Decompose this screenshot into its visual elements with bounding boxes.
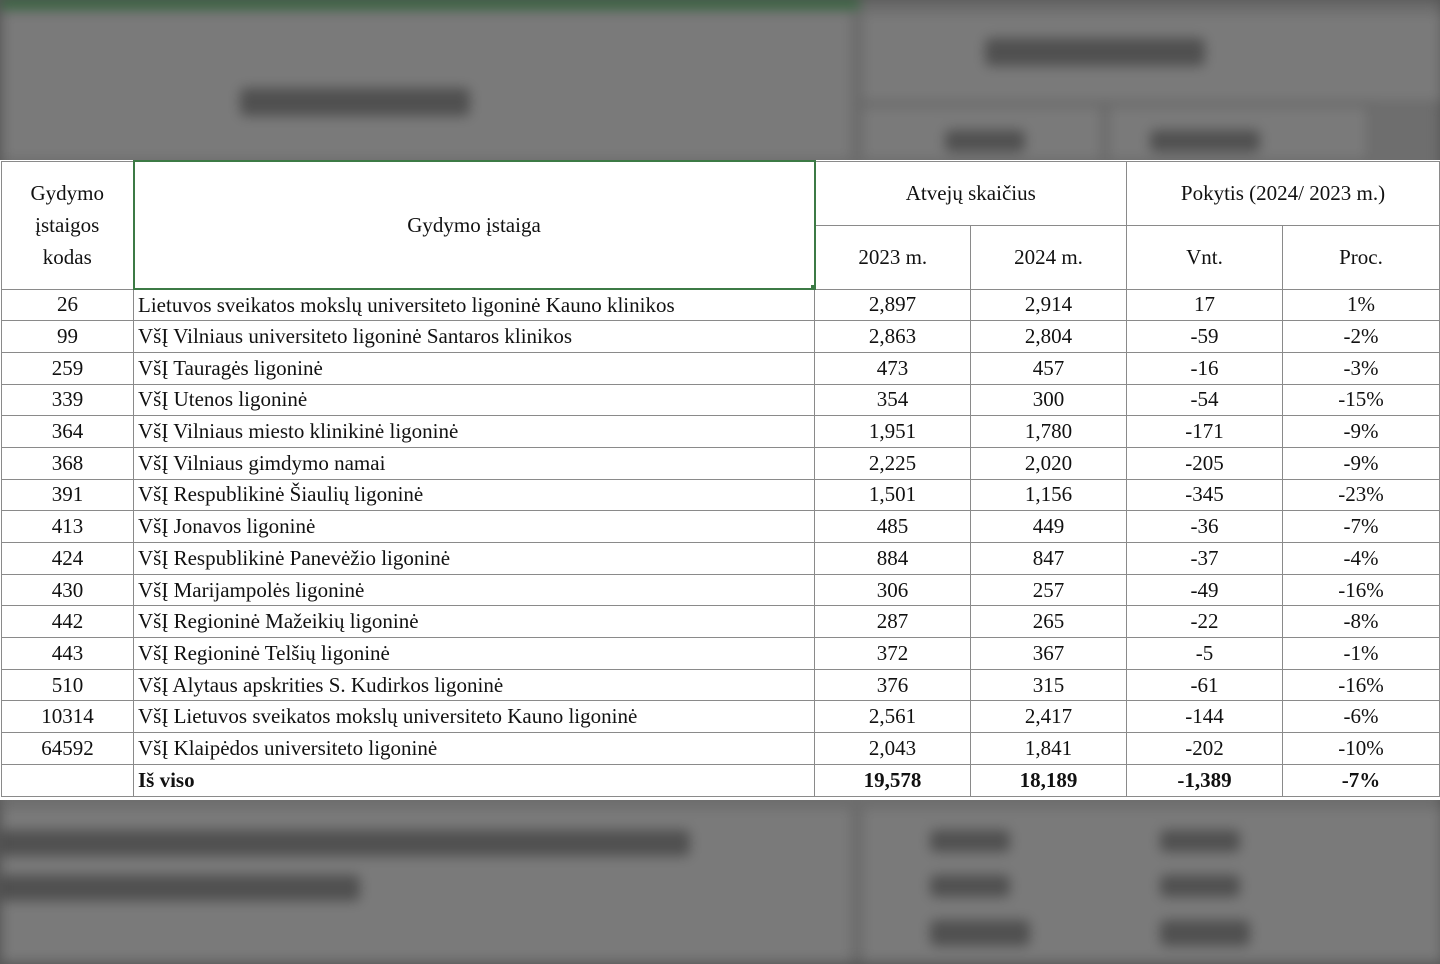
cell-code: 368 <box>2 447 134 479</box>
background-blur-text <box>930 875 1010 897</box>
header-code-line2: įstaigos <box>35 213 100 237</box>
cell-2024: 2,020 <box>971 447 1127 479</box>
cell-percent: -7% <box>1283 511 1440 543</box>
cell-institution: VšĮ Vilniaus universiteto ligoninė Santaros klinikos <box>134 321 815 353</box>
table-row <box>2 669 1440 701</box>
cell-institution: VšĮ Tauragės ligoninė <box>134 352 815 384</box>
header-code <box>2 161 134 289</box>
cell-2024: 2,914 <box>971 289 1127 321</box>
header-institution-label: Gydymo įstaiga <box>407 212 541 237</box>
header-2023: 2023 m. <box>815 225 971 289</box>
cell-units: -61 <box>1127 669 1283 701</box>
header-cases: Atvejų skaičius <box>815 161 1127 225</box>
total-2023: 19,578 <box>815 764 971 796</box>
background-blur-text <box>985 38 1205 66</box>
cell-code: 99 <box>2 321 134 353</box>
cell-code: 364 <box>2 416 134 448</box>
cell-2023: 372 <box>815 638 971 670</box>
table-row <box>2 352 1440 384</box>
table-row <box>2 447 1440 479</box>
cell-percent: -2% <box>1283 321 1440 353</box>
cell-code: 424 <box>2 543 134 575</box>
background-blur-text <box>1150 130 1260 152</box>
cell-code: 430 <box>2 574 134 606</box>
cell-units: -59 <box>1127 321 1283 353</box>
cell-code: 391 <box>2 479 134 511</box>
background-cell <box>0 10 854 162</box>
cell-percent: -8% <box>1283 606 1440 638</box>
cell-units: -205 <box>1127 447 1283 479</box>
table-row <box>2 511 1440 543</box>
cell-institution: VšĮ Vilniaus gimdymo namai <box>134 447 815 479</box>
header-institution[interactable] <box>134 161 815 289</box>
cell-units: -22 <box>1127 606 1283 638</box>
cell-institution: VšĮ Alytaus apskrities S. Kudirkos ligoninė <box>134 669 815 701</box>
cell-units: -345 <box>1127 479 1283 511</box>
cell-institution: VšĮ Respublikinė Panevėžio ligoninė <box>134 543 815 575</box>
cell-2023: 2,561 <box>815 701 971 733</box>
cell-units: -37 <box>1127 543 1283 575</box>
cell-code: 442 <box>2 606 134 638</box>
header-2024: 2024 m. <box>971 225 1127 289</box>
background-blur-text <box>0 875 360 901</box>
cell-2023: 1,501 <box>815 479 971 511</box>
background-green-bar <box>0 0 860 8</box>
cell-code: 26 <box>2 289 134 321</box>
cell-2024: 2,804 <box>971 321 1127 353</box>
cell-code: 259 <box>2 352 134 384</box>
table-row <box>2 574 1440 606</box>
cell-institution: VšĮ Regioninė Mažeikių ligoninė <box>134 606 815 638</box>
total-code <box>2 764 134 796</box>
total-2024: 18,189 <box>971 764 1127 796</box>
header-code-line1: Gydymo <box>30 181 104 205</box>
cell-2023: 2,863 <box>815 321 971 353</box>
cell-2024: 457 <box>971 352 1127 384</box>
cell-2023: 2,043 <box>815 733 971 765</box>
selection-fill-handle[interactable] <box>811 285 815 289</box>
cell-institution: VšĮ Klaipėdos universiteto ligoninė <box>134 733 815 765</box>
cell-code: 413 <box>2 511 134 543</box>
cell-percent: -9% <box>1283 416 1440 448</box>
cell-institution: VšĮ Respublikinė Šiaulių ligoninė <box>134 479 815 511</box>
cell-2023: 485 <box>815 511 971 543</box>
table-row <box>2 733 1440 765</box>
header-change: Pokytis (2024/ 2023 m.) <box>1127 161 1440 225</box>
header-code-line3: kodas <box>42 245 92 269</box>
background-blur-text <box>240 88 470 116</box>
cell-percent: 1% <box>1283 289 1440 321</box>
cell-2024: 2,417 <box>971 701 1127 733</box>
table-panel <box>0 160 1440 800</box>
cell-2024: 1,156 <box>971 479 1127 511</box>
table-row <box>2 543 1440 575</box>
total-percent: -7% <box>1283 764 1440 796</box>
cell-2024: 265 <box>971 606 1127 638</box>
cell-units: 17 <box>1127 289 1283 321</box>
cell-2023: 376 <box>815 669 971 701</box>
cell-2023: 287 <box>815 606 971 638</box>
cell-percent: -16% <box>1283 574 1440 606</box>
cell-institution: VšĮ Jonavos ligoninė <box>134 511 815 543</box>
cell-code: 64592 <box>2 733 134 765</box>
cell-institution: VšĮ Regioninė Telšių ligoninė <box>134 638 815 670</box>
cell-2024: 300 <box>971 384 1127 416</box>
cell-code: 10314 <box>2 701 134 733</box>
cell-percent: -4% <box>1283 543 1440 575</box>
cell-institution: VšĮ Utenos ligoninė <box>134 384 815 416</box>
total-label: Iš viso <box>134 764 815 796</box>
cell-units: -171 <box>1127 416 1283 448</box>
cell-2023: 473 <box>815 352 971 384</box>
cell-units: -144 <box>1127 701 1283 733</box>
cell-2024: 315 <box>971 669 1127 701</box>
table-row <box>2 479 1440 511</box>
cell-2023: 2,897 <box>815 289 971 321</box>
table-row <box>2 416 1440 448</box>
cell-units: -54 <box>1127 384 1283 416</box>
cell-2024: 847 <box>971 543 1127 575</box>
cell-units: -202 <box>1127 733 1283 765</box>
cell-units: -5 <box>1127 638 1283 670</box>
table-row <box>2 606 1440 638</box>
background-blur-text <box>930 830 1010 852</box>
cell-units: -36 <box>1127 511 1283 543</box>
cell-percent: -3% <box>1283 352 1440 384</box>
cell-code: 339 <box>2 384 134 416</box>
table-row <box>2 289 1440 321</box>
cell-2023: 306 <box>815 574 971 606</box>
cell-2023: 1,951 <box>815 416 971 448</box>
header-percent: Proc. <box>1283 225 1440 289</box>
background-blur-text <box>1160 875 1240 897</box>
background-blur-text <box>945 130 1025 152</box>
cell-institution: Lietuvos sveikatos mokslų universiteto ligoninė Kauno klinikos <box>134 289 815 321</box>
background-blur-text <box>930 920 1030 946</box>
cell-percent: -6% <box>1283 701 1440 733</box>
background-blur-text <box>1160 830 1240 852</box>
table-row <box>2 384 1440 416</box>
table-row <box>2 321 1440 353</box>
cell-percent: -15% <box>1283 384 1440 416</box>
table-row <box>2 638 1440 670</box>
total-row <box>2 764 1440 796</box>
cell-2024: 449 <box>971 511 1127 543</box>
cell-institution: VšĮ Vilniaus miesto klinikinė ligoninė <box>134 416 815 448</box>
cell-units: -16 <box>1127 352 1283 384</box>
cell-2023: 884 <box>815 543 971 575</box>
cell-institution: VšĮ Lietuvos sveikatos mokslų universiteto Kauno ligoninė <box>134 701 815 733</box>
cell-percent: -10% <box>1283 733 1440 765</box>
header-units: Vnt. <box>1127 225 1283 289</box>
cell-2024: 257 <box>971 574 1127 606</box>
cell-institution: VšĮ Marijampolės ligoninė <box>134 574 815 606</box>
cell-2023: 354 <box>815 384 971 416</box>
cell-2024: 367 <box>971 638 1127 670</box>
cell-code: 443 <box>2 638 134 670</box>
hospital-cases-table <box>1 160 1440 797</box>
background-blur-text <box>0 830 690 856</box>
cell-2023: 2,225 <box>815 447 971 479</box>
background-blur-text <box>1160 920 1250 946</box>
cell-code: 510 <box>2 669 134 701</box>
cell-2024: 1,780 <box>971 416 1127 448</box>
cell-percent: -16% <box>1283 669 1440 701</box>
cell-percent: -1% <box>1283 638 1440 670</box>
total-units: -1,389 <box>1127 764 1283 796</box>
cell-percent: -9% <box>1283 447 1440 479</box>
table-row <box>2 701 1440 733</box>
cell-2024: 1,841 <box>971 733 1127 765</box>
cell-percent: -23% <box>1283 479 1440 511</box>
cell-units: -49 <box>1127 574 1283 606</box>
